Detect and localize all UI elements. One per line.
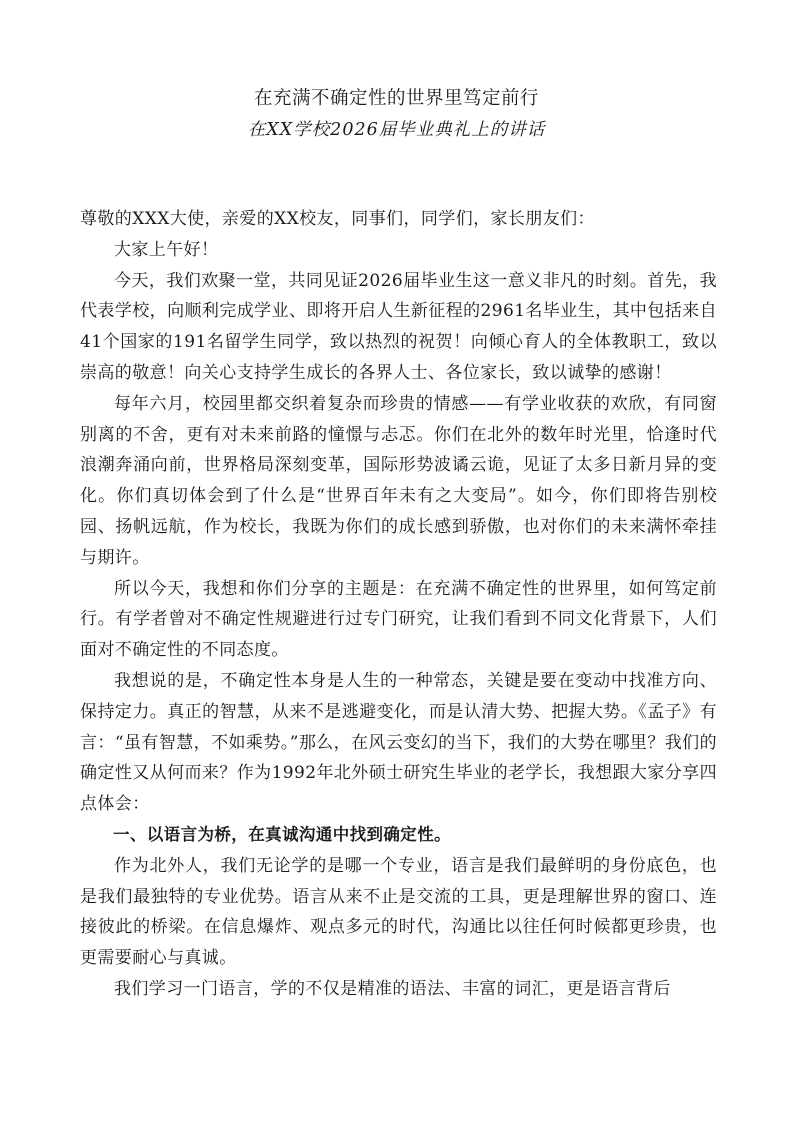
paragraph-language: 作为北外人，我们无论学的是哪一个专业，语言是我们最鲜明的身份底色，也是我们最独特的专业优势。语言从来不止是交流的工具，更是理解世界的窗口、连接彼此的桥梁。在信息爆炸、观点多元的时代，沟通比以往任何时候都更珍贵，也更需要耐心与真诚。	[80, 855, 717, 969]
paragraph-uncertainty: 我想说的是，不确定性本身是人生的一种常态，关键是要在变动中找准方向、保持定力。真正的智慧，从来不是逃避变化，而是认清大势、把握大势。《孟子》有言：“虽有智慧，不如乘势。”那么，在风云变幻的当下，我们的大势在哪里？我们的确定性又从何而来？作为1992年北外硕士研究生毕业的老学长，我想跟大家分享四点体会：	[80, 670, 717, 815]
document-subtitle: 在XX学校2026届毕业典礼上的讲话	[247, 120, 546, 140]
paragraph-theme: 所以今天，我想和你们分享的主题是：在充满不确定性的世界里，如何笃定前行。有学者曾对不确定性规避进行过专门研究，让我们看到不同文化背景下，人们面对不确定性的不同态度。	[80, 578, 717, 661]
paragraph-opening: 今天，我们欢聚一堂，共同见证2026届毕业生这一意义非凡的时刻。首先，我代表学校，向顺利完成学业、即将开启人生新征程的2961名毕业生，其中包括来自41个国家的191名留学生同学，致以热烈的祝贺！向倾心育人的全体教职工，致以崇高的敬意！向关心支持学生成长的各界人士、各位家长，致以诚挚的感谢！	[80, 270, 717, 383]
paragraph-greeting: 大家上午好！	[114, 239, 219, 260]
document-body	[80, 204, 717, 1005]
document-title: 在充满不确定性的世界里笃定前行	[253, 88, 539, 109]
paragraph-learning: 我们学习一门语言，学的不仅是精准的语法、丰富的词汇，更是语言背后	[114, 978, 671, 999]
paragraph-june: 每年六月，校园里都交织着复杂而珍贵的情感——有学业收获的欢欣，有同窗别离的不舍，更有对未来前路的憧憬与忐忑。你们在北外的数年时光里，恰逢时代浪潮奔涌向前，世界格局深刻变革，国际形势波谲云诡，见证了太多日新月异的变化。你们真切体会到了什么是“世界百年未有之大变局”。如今，你们即将告别校园、扬帆远航，作为校长，我既为你们的成长感到骄傲，也对你们的未来满怀牵挂与期许。	[80, 393, 717, 568]
salutation-line: 尊敬的XXX大使，亲爱的XX校友，同事们，同学们，家长朋友们：	[80, 209, 595, 229]
section-heading-1: 一、以语言为桥，在真诚沟通中找到确定性。	[113, 824, 451, 844]
